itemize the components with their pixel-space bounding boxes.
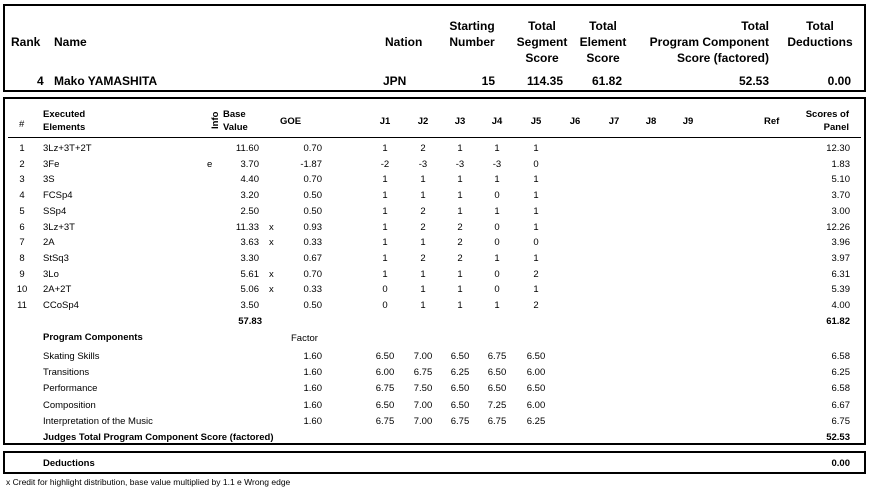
component-factor: 1.60 bbox=[303, 399, 322, 411]
element-number: 10 bbox=[16, 284, 28, 296]
judge-mark: 1 bbox=[533, 143, 539, 154]
component-panel-score: 6.58 bbox=[831, 351, 850, 362]
judge-mark: 6.50 bbox=[526, 351, 546, 362]
judge-mark: -3 bbox=[418, 158, 428, 170]
judge-mark: 1 bbox=[382, 252, 388, 264]
judge-mark: 2 bbox=[420, 205, 426, 217]
nation-header: Nation bbox=[385, 35, 423, 49]
element-number: 8 bbox=[19, 252, 25, 264]
judge-mark: 1 bbox=[533, 221, 539, 233]
judge-mark: 2 bbox=[457, 221, 463, 233]
element-number: 1 bbox=[19, 143, 25, 154]
element-name: 2A bbox=[43, 237, 55, 249]
element-name: SSp4 bbox=[43, 205, 67, 217]
judge-mark: -3 bbox=[455, 158, 465, 170]
element-goe: 0.33 bbox=[303, 284, 322, 296]
judge-header: J3 bbox=[454, 116, 466, 127]
component-name: Interpretation of the Music bbox=[43, 415, 153, 427]
element-number: 7 bbox=[19, 237, 25, 249]
judge-header: J6 bbox=[569, 116, 581, 127]
judge-mark: 1 bbox=[494, 205, 500, 217]
element-goe: 0.50 bbox=[303, 205, 322, 217]
col-ref-header: Ref bbox=[764, 116, 780, 127]
judge-mark: 0 bbox=[533, 237, 539, 249]
component-factor: 1.60 bbox=[303, 383, 322, 395]
judge-mark: 6.75 bbox=[375, 415, 395, 427]
judge-mark: 2 bbox=[533, 268, 539, 280]
judge-mark: 1 bbox=[533, 205, 539, 217]
rank-header: Rank bbox=[11, 35, 41, 49]
element-goe: 0.70 bbox=[303, 174, 322, 186]
total-segment-score-header: Total Segment Score bbox=[516, 19, 568, 65]
element-name: 3Fe bbox=[43, 158, 60, 170]
judge-header: J2 bbox=[417, 116, 429, 127]
elements-total-score: 61.82 bbox=[826, 316, 850, 327]
judge-mark: 6.50 bbox=[526, 383, 546, 395]
judge-mark: 1 bbox=[533, 190, 539, 202]
element-goe: 0.33 bbox=[303, 237, 322, 249]
element-panel-score: 12.30 bbox=[826, 143, 850, 154]
judge-header: J4 bbox=[491, 116, 503, 127]
element-base-value: 3.30 bbox=[240, 252, 259, 264]
judge-mark: 7.25 bbox=[487, 399, 507, 411]
judge-mark: 6.50 bbox=[450, 351, 470, 362]
judge-mark: 1 bbox=[494, 252, 500, 264]
element-panel-score: 5.39 bbox=[831, 284, 850, 296]
element-panel-score: 1.83 bbox=[831, 158, 850, 170]
element-panel-score: 3.00 bbox=[831, 205, 850, 217]
component-name: Skating Skills bbox=[43, 351, 100, 362]
element-bonus-marker: x bbox=[269, 221, 274, 233]
skater-total-deductions: 0.00 bbox=[827, 74, 851, 88]
judge-header: J5 bbox=[530, 116, 542, 127]
component-factor: 1.60 bbox=[303, 367, 322, 379]
footnote: x Credit for highlight distribution, base value multiplied by 1.1 e Wrong edge bbox=[6, 477, 291, 487]
judge-mark: 7.00 bbox=[413, 351, 433, 362]
deductions-box bbox=[3, 451, 866, 474]
component-name: Transitions bbox=[43, 367, 90, 379]
judge-mark: 2 bbox=[533, 300, 539, 311]
judge-mark: 1 bbox=[382, 190, 388, 202]
judge-mark: 6.00 bbox=[375, 367, 395, 379]
element-name: 3Lz+3T+2T bbox=[43, 143, 92, 154]
judge-mark: 1 bbox=[494, 143, 500, 154]
element-number: 3 bbox=[19, 174, 25, 186]
judge-header: J7 bbox=[608, 116, 620, 127]
skater-total-pcs: 52.53 bbox=[738, 74, 769, 88]
judge-mark: 7.00 bbox=[413, 399, 433, 411]
judge-mark: 6.50 bbox=[487, 383, 507, 395]
judge-mark: -2 bbox=[380, 158, 390, 170]
col-base-header: Base Value bbox=[223, 109, 248, 133]
total-pcs-header: Total Program Component Score (factored) bbox=[649, 19, 769, 65]
col-panel-header: Scores of Panel bbox=[805, 109, 849, 133]
element-name: 3S bbox=[43, 174, 55, 186]
judge-mark: 6.75 bbox=[487, 415, 507, 427]
element-base-value: 3.70 bbox=[240, 158, 259, 170]
component-name: Composition bbox=[43, 399, 96, 411]
element-number: 2 bbox=[19, 158, 25, 170]
total-deductions-header: Total Deductions bbox=[787, 19, 853, 49]
judge-mark: 1 bbox=[382, 268, 388, 280]
element-number: 5 bbox=[19, 205, 25, 217]
judge-mark: 1 bbox=[420, 300, 426, 311]
judge-mark: 1 bbox=[494, 300, 500, 311]
starting-number-header: Starting Number bbox=[449, 19, 495, 49]
judge-mark: 1 bbox=[382, 221, 388, 233]
judge-mark: 6.00 bbox=[526, 367, 546, 379]
judge-mark: 1 bbox=[420, 284, 426, 296]
element-panel-score: 6.31 bbox=[831, 268, 850, 280]
judge-mark: 6.50 bbox=[450, 399, 470, 411]
element-base-value: 11.60 bbox=[235, 143, 259, 154]
element-panel-score: 5.10 bbox=[831, 174, 850, 186]
judge-mark: 1 bbox=[382, 205, 388, 217]
element-info: e bbox=[207, 158, 213, 170]
component-panel-score: 6.67 bbox=[831, 399, 850, 411]
component-factor: 1.60 bbox=[303, 415, 322, 427]
element-number: 11 bbox=[17, 300, 27, 311]
judge-mark: 1 bbox=[494, 174, 500, 186]
judge-mark: 1 bbox=[457, 190, 463, 202]
judge-mark: 1 bbox=[533, 252, 539, 264]
judge-mark: 6.25 bbox=[450, 367, 470, 379]
element-goe: 0.93 bbox=[303, 221, 322, 233]
judge-mark: 0 bbox=[494, 284, 500, 296]
judge-header: J1 bbox=[379, 116, 391, 127]
component-name: Performance bbox=[43, 383, 98, 395]
skater-name: Mako YAMASHITA bbox=[54, 74, 158, 88]
component-panel-score: 6.58 bbox=[831, 383, 850, 395]
judge-mark: 6.00 bbox=[526, 399, 546, 411]
judge-mark: 0 bbox=[533, 158, 539, 170]
judge-mark: 7.00 bbox=[413, 415, 433, 427]
element-bonus-marker: x bbox=[269, 268, 274, 280]
element-goe: 0.70 bbox=[303, 143, 322, 154]
judge-mark: 1 bbox=[420, 174, 426, 186]
element-name: StSq3 bbox=[43, 252, 69, 264]
element-panel-score: 3.70 bbox=[831, 190, 850, 202]
judge-mark: 6.50 bbox=[375, 399, 395, 411]
judge-mark: 0 bbox=[382, 300, 388, 311]
component-panel-score: 6.25 bbox=[831, 367, 850, 379]
judge-mark: 2 bbox=[420, 221, 426, 233]
element-goe: 0.50 bbox=[303, 300, 322, 311]
judge-mark: 1 bbox=[457, 143, 463, 154]
skater-total-segment-score: 114.35 bbox=[526, 74, 563, 88]
judge-header: J8 bbox=[645, 116, 657, 127]
element-number: 9 bbox=[19, 268, 25, 280]
skater-starting-number: 15 bbox=[481, 74, 495, 88]
element-base-value: 3.50 bbox=[240, 300, 259, 311]
col-executed-header: Executed Elements bbox=[43, 109, 86, 133]
component-panel-score: 6.75 bbox=[831, 415, 850, 427]
program-components-title: Program Components bbox=[43, 332, 143, 343]
element-bonus-marker: x bbox=[269, 284, 274, 296]
element-base-value: 3.63 bbox=[240, 237, 259, 249]
element-panel-score: 12.26 bbox=[826, 221, 850, 233]
judge-mark: 6.25 bbox=[526, 415, 546, 427]
element-name: CCoSp4 bbox=[43, 300, 79, 311]
judge-mark: 2 bbox=[420, 252, 426, 264]
element-name: 3Lz+3T bbox=[43, 221, 75, 233]
element-goe: 0.70 bbox=[303, 268, 322, 280]
total-element-score-header: Total Element Score bbox=[579, 19, 627, 65]
header-divider bbox=[8, 137, 861, 138]
judge-mark: 6.75 bbox=[413, 367, 433, 379]
element-goe: -1.87 bbox=[300, 158, 322, 170]
judge-mark: 0 bbox=[494, 190, 500, 202]
element-base-value: 3.20 bbox=[240, 190, 259, 202]
detail-box bbox=[3, 97, 866, 445]
elements-total-base: 57.83 bbox=[238, 316, 262, 327]
element-goe: 0.50 bbox=[303, 190, 322, 202]
judge-mark: 1 bbox=[457, 205, 463, 217]
col-info-header: Info bbox=[210, 111, 221, 129]
element-base-value: 2.50 bbox=[240, 205, 259, 217]
skater-total-element-score: 61.82 bbox=[591, 74, 622, 88]
judge-mark: 1 bbox=[533, 284, 539, 296]
pc-total-label: Judges Total Program Component Score (factored) bbox=[43, 432, 274, 443]
skater-summary-box bbox=[3, 4, 866, 92]
element-name: 3Lo bbox=[43, 268, 59, 280]
judge-mark: 1 bbox=[420, 190, 426, 202]
judge-mark: 2 bbox=[457, 237, 463, 249]
judge-mark: 1 bbox=[382, 237, 388, 249]
col-num-header: # bbox=[19, 119, 25, 130]
judge-mark: 1 bbox=[457, 174, 463, 186]
judge-mark: 1 bbox=[382, 143, 388, 154]
judge-mark: 6.50 bbox=[375, 351, 395, 362]
element-name: 2A+2T bbox=[43, 284, 72, 296]
element-base-value: 5.61 bbox=[240, 268, 259, 280]
judge-mark: 1 bbox=[457, 300, 463, 311]
element-base-value: 11.33 bbox=[235, 221, 259, 233]
judge-mark: 6.50 bbox=[450, 383, 470, 395]
judge-mark: 0 bbox=[494, 237, 500, 249]
judge-mark: 1 bbox=[382, 174, 388, 186]
judge-mark: 6.50 bbox=[487, 367, 507, 379]
judge-mark: 1 bbox=[533, 174, 539, 186]
element-panel-score: 3.97 bbox=[831, 252, 850, 264]
judge-mark: 0 bbox=[494, 268, 500, 280]
judge-mark: 6.75 bbox=[375, 383, 395, 395]
judge-mark: 0 bbox=[382, 284, 388, 296]
judge-header: J9 bbox=[682, 116, 694, 127]
judge-mark: 1 bbox=[457, 284, 463, 296]
judge-mark: 6.75 bbox=[487, 351, 507, 362]
factor-header: Factor bbox=[291, 333, 318, 344]
judge-mark: 6.75 bbox=[450, 415, 470, 427]
element-base-value: 5.06 bbox=[240, 284, 259, 296]
judge-mark: 1 bbox=[420, 268, 426, 280]
skater-nation: JPN bbox=[383, 74, 407, 88]
element-goe: 0.67 bbox=[303, 252, 322, 264]
deductions-label: Deductions bbox=[43, 458, 95, 469]
name-header: Name bbox=[54, 35, 87, 49]
element-base-value: 4.40 bbox=[240, 174, 259, 186]
judge-mark: 1 bbox=[457, 268, 463, 280]
judge-mark: 2 bbox=[420, 143, 426, 154]
element-panel-score: 3.96 bbox=[831, 237, 850, 249]
judge-mark: 2 bbox=[457, 252, 463, 264]
judge-mark: -3 bbox=[492, 158, 502, 170]
judge-mark: 0 bbox=[494, 221, 500, 233]
element-number: 4 bbox=[19, 190, 25, 202]
element-panel-score: 4.00 bbox=[831, 300, 850, 311]
skater-rank: 4 bbox=[37, 74, 44, 88]
element-bonus-marker: x bbox=[269, 237, 274, 249]
judge-mark: 1 bbox=[420, 237, 426, 249]
deductions-score: 0.00 bbox=[831, 458, 850, 469]
component-factor: 1.60 bbox=[303, 351, 322, 362]
judge-mark: 7.50 bbox=[413, 383, 433, 395]
element-name: FCSp4 bbox=[43, 190, 73, 202]
pc-total-score: 52.53 bbox=[826, 432, 850, 443]
element-number: 6 bbox=[19, 221, 25, 233]
col-goe-header: GOE bbox=[280, 116, 302, 127]
